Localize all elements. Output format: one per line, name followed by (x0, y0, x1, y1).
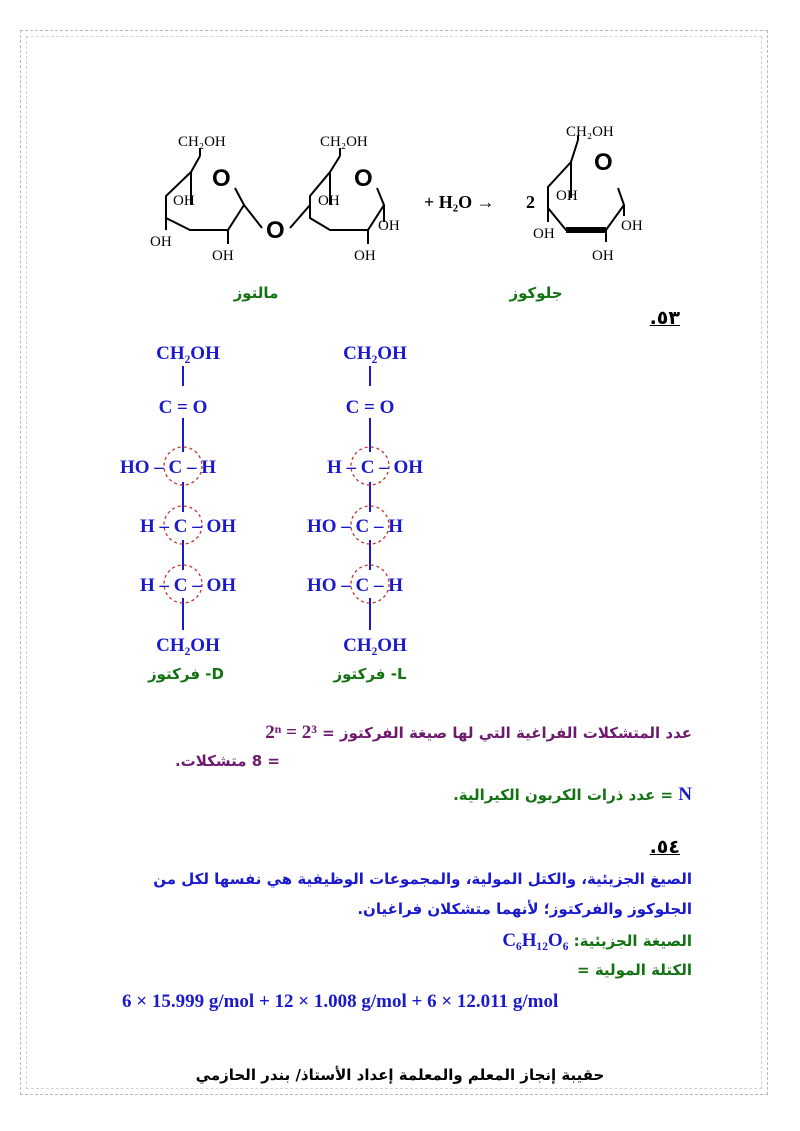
d-fructose-c3: HO – C – H (119, 457, 217, 478)
glucose-ch2oh: CH₂OH (566, 124, 614, 140)
maltose-left-ring-oxygen: O (212, 165, 231, 192)
glucose-label: جلوكوز (509, 284, 563, 302)
molecular-formula: C₆H₁₂O₆ (502, 930, 569, 951)
maltose-left-oh-2: OH (150, 234, 172, 250)
l-fructose-c6: CH₂OH (343, 635, 407, 656)
d-fructose-c6: CH₂OH (156, 635, 220, 656)
glucose-oh-1: OH (556, 188, 578, 204)
molecular-formula-line (502, 930, 692, 952)
molar-mass-expression: 6 × 15.999 g/mol + 12 × 1.008 g/mol + 6 × 12.011 g/mol (122, 991, 559, 1012)
maltose-right-oh-2: OH (378, 218, 400, 234)
section-54-text-2: الجلوكوز والفركتوز؛ لأنهما متشكلان فراغيان. (357, 900, 692, 918)
glucose-oh-3: OH (621, 218, 643, 234)
d-fructose-c5: H – C – OH (139, 575, 237, 596)
molecular-formula-label: الصيغة الجزيئية: (573, 932, 692, 950)
glucose-oh-4: OH (592, 248, 614, 264)
reaction-plus-water: + H₂O → (424, 192, 495, 212)
section-54-text-1: الصيغ الجزيئية، والكتل المولية، والمجموعات الوظيفية هي نفسها لكل من (153, 870, 692, 888)
l-fructose-c4: HO – C – H (306, 516, 404, 537)
molar-mass-label: الكتلة المولية = (577, 961, 692, 979)
l-fructose-c3: H – C – OH (326, 457, 424, 478)
l-fructose-c1: CH₂OH (343, 343, 407, 364)
chiral-carbon-text: = عدد ذرات الكربون الكيرالية. (453, 786, 674, 804)
maltose-right-oh-1: OH (318, 193, 340, 209)
page-footer: حقيبة إنجاز المعلم والمعلمة إعداد الأستاذ/ بندر الحازمي (195, 1066, 605, 1084)
glucose-oh-2: OH (533, 226, 555, 242)
d-fructose-label: D- فركتوز (148, 665, 224, 683)
isomer-count-result: = 8 متشكلات. (174, 752, 280, 770)
section-54-number: ٥٤. (649, 836, 680, 858)
reaction-coefficient: 2 (526, 192, 535, 212)
chiral-carbon-definition (453, 784, 692, 806)
l-fructose-c5: HO – C – H (306, 575, 404, 596)
maltose-label: مالتوز (233, 284, 279, 302)
maltose-right-ch2oh: CH₂OH (320, 134, 368, 150)
maltose-right-oh-3: OH (354, 248, 376, 264)
isomer-count-formula: 2ⁿ = 2³ (265, 722, 317, 743)
glycosidic-oxygen: O (266, 217, 285, 244)
maltose-left-oh-1: OH (173, 193, 195, 209)
maltose-right-ring-oxygen: O (354, 165, 373, 192)
l-fructose-label: L- فركتوز (333, 665, 407, 683)
section-53-number: ٥٣. (649, 307, 680, 329)
isomer-count-line (265, 722, 692, 744)
l-fructose-c2: C = O (345, 397, 395, 418)
maltose-left-oh-3: OH (212, 248, 234, 264)
maltose-left-ch2oh: CH₂OH (178, 134, 226, 150)
n-symbol: N (678, 784, 692, 805)
isomer-count-text: عدد المتشكلات الفراغية التي لها صيغة الفركتوز = (322, 724, 692, 742)
d-fructose-c2: C = O (158, 397, 208, 418)
glucose-ring-oxygen: O (594, 149, 613, 176)
d-fructose-c4: H – C – OH (139, 516, 237, 537)
d-fructose-c1: CH₂OH (156, 343, 220, 364)
